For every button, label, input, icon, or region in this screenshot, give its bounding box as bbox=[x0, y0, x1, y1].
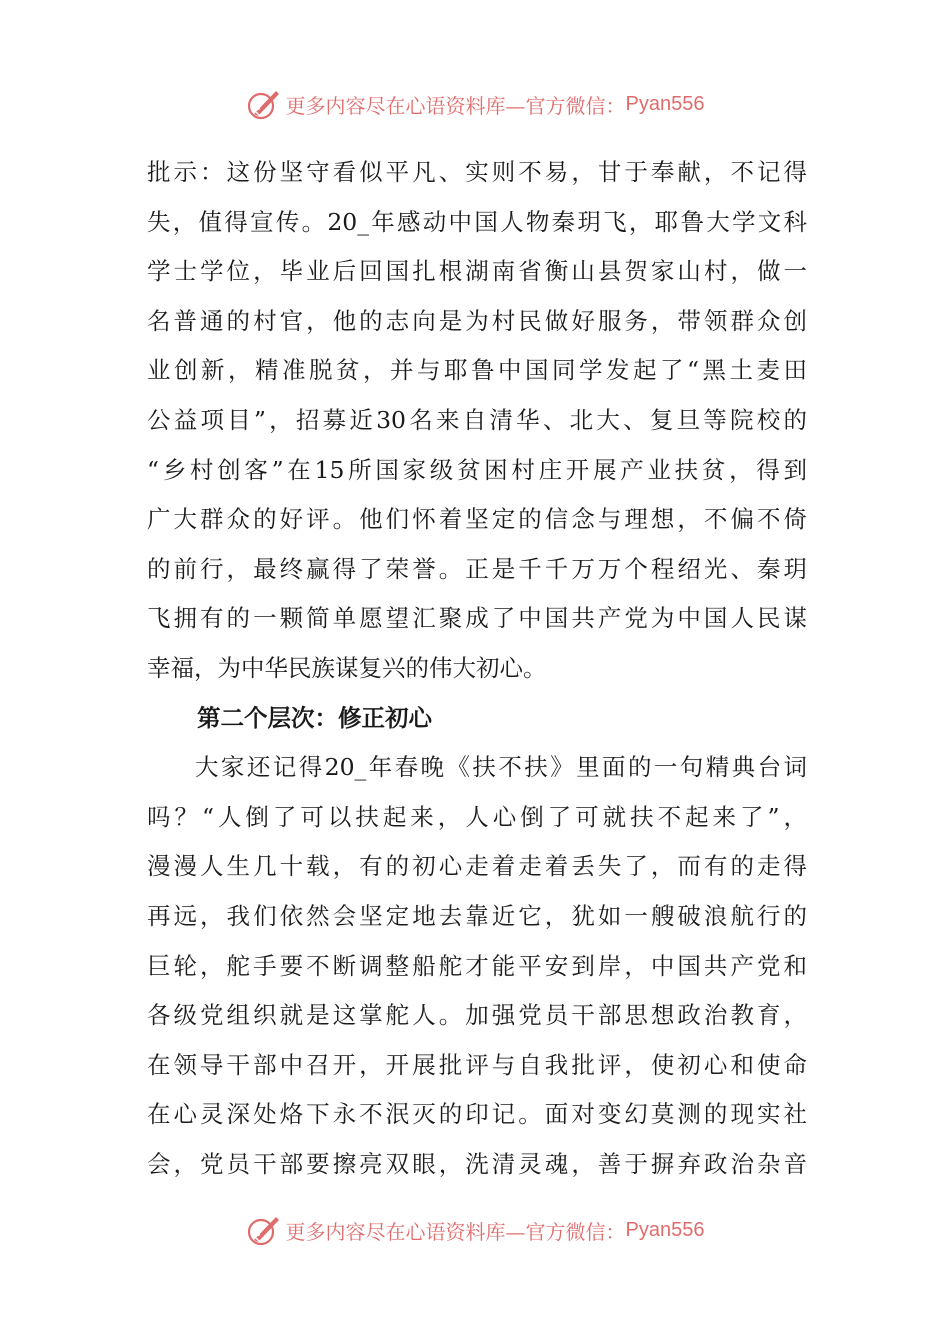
banner-text: 更多内容尽在心语资料库—官方微信： bbox=[285, 1219, 626, 1244]
text-line: 的前行，最终赢得了荣誉。正是千千万万个程绍光、秦玥 bbox=[147, 554, 807, 583]
text-line: 业创新，精准脱贫，并与耶鲁中国同学发起了“黑土麦田 bbox=[147, 356, 807, 385]
text-line: 巨轮，舵手要不断调整船舵才能平安到岸，中国共产党和 bbox=[147, 951, 807, 980]
text-line: 名普通的村官，他的志向是为村民做好服务，带领群众创 bbox=[147, 306, 807, 335]
text-line: 再远，我们依然会坚定地去靠近它，犹如一艘破浪航行的 bbox=[147, 901, 807, 930]
banner-text: 更多内容尽在心语资料库—官方微信： bbox=[285, 93, 626, 118]
text-line: 大家还记得20_年春晚《扶不扶》里面的一句精典台词 bbox=[195, 753, 807, 782]
text-line: 吗？“人倒了可以扶起来，人心倒了可就扶不起来了”， bbox=[147, 802, 807, 831]
quill-logo-icon bbox=[246, 86, 282, 122]
text-line: 失，值得宣传。20_年感动中国人物秦玥飞，耶鲁大学文科 bbox=[147, 207, 807, 236]
section-heading: 第二个层次：修正初心 bbox=[197, 703, 432, 732]
text-line: 飞拥有的一颗简单愿望汇聚成了中国共产党为中国人民谋 bbox=[147, 604, 807, 633]
wechat-id: Pyan556 bbox=[625, 92, 705, 115]
text-line: 会，党员干部要擦亮双眼，洗清灵魂，善于摒弃政治杂音 bbox=[147, 1149, 807, 1178]
quill-logo-icon bbox=[246, 1212, 282, 1248]
wechat-id: Pyan556 bbox=[625, 1218, 705, 1241]
text-line: 幸福，为中华民族谋复兴的伟大初心。 bbox=[147, 653, 547, 682]
text-line: 在领导干部中召开，开展批评与自我批评，使初心和使命 bbox=[147, 1050, 807, 1079]
text-line: 广大群众的好评。他们怀着坚定的信念与理想，不偏不倚 bbox=[147, 505, 807, 534]
text-line: “乡村创客”在15所国家级贫困村庄开展产业扶贫，得到 bbox=[147, 455, 807, 484]
text-line: 批示：这份坚守看似平凡、实则不易，甘于奉献，不记得 bbox=[147, 158, 807, 186]
text-line: 各级党组织就是这掌舵人。加强党员干部思想政治教育， bbox=[147, 1001, 807, 1030]
text-line: 漫漫人生几十载，有的初心走着走着丢失了，而有的走得 bbox=[147, 852, 807, 881]
header-banner bbox=[0, 84, 950, 124]
text-line: 公益项目”，招募近30名来自清华、北大、复旦等院校的 bbox=[147, 405, 807, 434]
text-line: 学士学位，毕业后回国扎根湖南省衡山县贺家山村，做一 bbox=[147, 257, 807, 286]
footer-banner bbox=[0, 1210, 950, 1250]
document-body bbox=[147, 148, 807, 1189]
text-line: 在心灵深处烙下永不泯灭的印记。面对变幻莫测的现实社 bbox=[147, 1100, 807, 1129]
